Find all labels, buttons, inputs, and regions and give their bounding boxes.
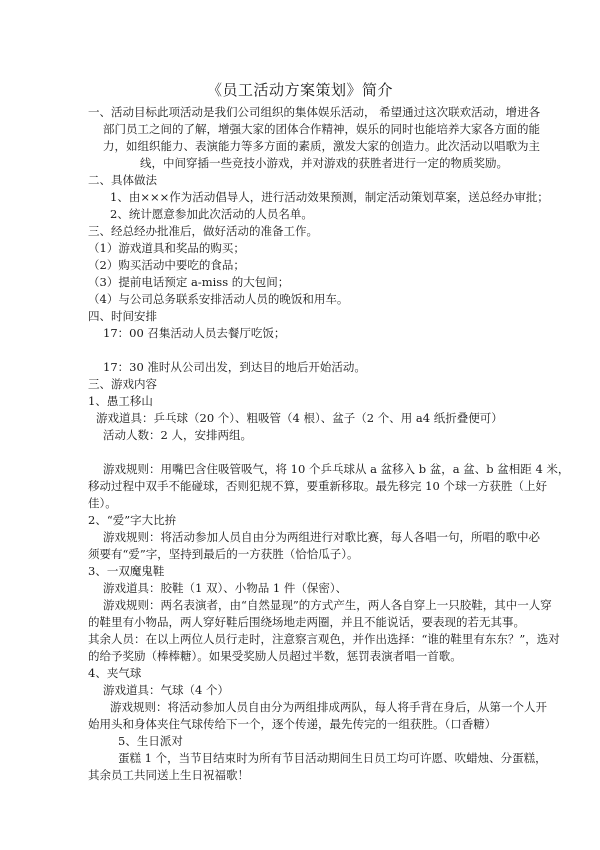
section3-item: （2）购买活动中要吃的食品；	[88, 258, 245, 272]
game3-rule-line: 其余人员：在以上两位人员行走时，注意察言观色，并作出选择：“谁的鞋里有东东？”，选对	[88, 632, 560, 646]
game1-people: 活动人数：2 人，安排两组。	[103, 428, 252, 442]
section2-heading: 二、具体做法	[88, 173, 157, 187]
section3-heading: 三、经总经办批准后，做好活动的准备工作。	[88, 224, 318, 238]
game1-title: 1、愚工移山	[88, 394, 153, 408]
schedule-item: 17：30 准时从公司出发，到达目的地后开始活动。	[103, 360, 366, 374]
schedule-item: 17：00 召集活动人员去餐厅吃饭；	[103, 326, 286, 340]
game3-rule-line: 的鞋里有小物品，两人穿好鞋后围绕场地走两圈，并且不能说话，要表现的若无其事。	[88, 615, 525, 629]
game1-rule-line: 游戏规则：用嘴巴含住吸管吸气，将 10 个乒乓球从 a 盆移入 b 盆，a 盆、b 盆相距 4 米，	[103, 462, 570, 476]
section1-line2: 部门员工之间的了解，增强大家的团体合作精神，娱乐的同时也能培养大家各方面的能	[103, 122, 540, 136]
game3-rule-line: 游戏规则：两名表演者，由“自然显现”的方式产生，两人各自穿上一只胶鞋，其中一人穿	[103, 598, 552, 612]
section1-line4: 线，中间穿插一些竞技小游戏，并对游戏的获胜者进行一定的物质奖励。	[140, 156, 508, 170]
section3-item: （1）游戏道具和奖品的购买；	[88, 241, 245, 255]
section3-item: （3）提前电话预定 a-miss 的大包间；	[88, 275, 290, 289]
section1-line1: 一、活动目标此项活动是我们公司组织的集体娱乐活动， 希望通过这次联欢活动，增进各	[88, 105, 541, 119]
game5-line: 其余员工共同送上生日祝福歌！	[88, 768, 249, 782]
game3-rule-line: 的给予奖励（棒棒糖）。如果受奖励人员超过半数，惩罚表演者唱一首歌。	[88, 649, 462, 663]
game4-props: 游戏道具：气球（4 个）	[103, 683, 229, 697]
game4-rule-line: 始用头和身体夹住气球传给下一个，逐个传递，最先传完的一组获胜。（口香糖）	[88, 717, 497, 731]
game2-rule-line: 须要有“爱”字，坚持到最后的一方获胜（恰恰瓜子）。	[88, 547, 359, 561]
game2-rule-line: 游戏规则：将活动参加人员自由分为两组进行对歌比赛，每人各唱一句，所唱的歌中必	[103, 530, 540, 544]
game1-rule-line: 佳）。	[88, 496, 117, 510]
section1-line3: 力，如组织能力、表演能力等多方面的素质，激发大家的创造力。此次活动以唱歌为主	[103, 139, 540, 153]
games-heading: 三、游戏内容	[88, 377, 157, 391]
section2-item1: 1、由×××作为活动倡导人，进行活动效果预测，制定活动策划草案，送总经办审批；	[110, 190, 549, 204]
game1-rule-line: 移动过程中双手不能碰球，否则犯规不算，要重新移取。最先移完 10 个球一方获胜（上好	[88, 479, 547, 493]
section3-item: （4）与公司总务联系安排活动人员的晚饭和用车。	[88, 292, 349, 306]
game2-title: 2、“爱”字大比拚	[88, 513, 177, 527]
section2-item2: 2、统计愿意参加此次活动的人员名单。	[110, 207, 313, 221]
game4-rule-line: 游戏规则：将活动参加人员自由分为两组排成两队，每人将手背在身后，从第一个人开	[110, 700, 547, 714]
game1-props: 游戏道具：乒乓球（20 个）、粗吸管（4 根）、盆子（2 个、用 a4 纸折叠便可）	[96, 411, 503, 425]
game3-title: 3、一双魔鬼鞋	[88, 564, 165, 578]
section4-heading: 四、时间安排	[88, 309, 157, 323]
game3-props: 游戏道具：胶鞋（1 双）、小物品 1 件（保密）、	[103, 581, 348, 595]
page-title: 《员工活动方案策划》简介	[206, 81, 393, 99]
game5-title: 5、生日派对	[118, 734, 183, 748]
game5-line: 蛋糕 1 个，当节目结束时为所有节目活动期间生日员工均可许愿、吹蜡烛、分蛋糕，	[118, 751, 547, 765]
game4-title: 4、夹气球	[88, 666, 142, 680]
